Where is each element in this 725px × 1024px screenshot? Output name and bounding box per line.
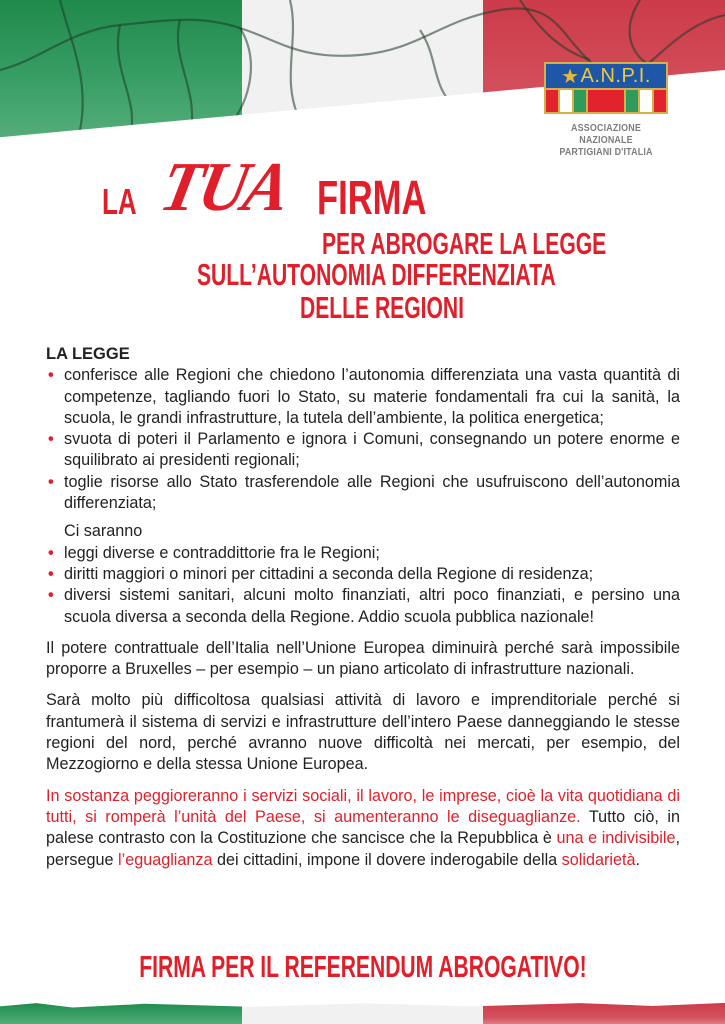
list-item: • svuota di poteri il Parlamento e ignora i Comuni, consegnando un potere enorme e squilibrato ai presidenti regionali; [46, 429, 680, 472]
logo-caption [553, 122, 658, 158]
summary-red-2: una e indivisibile [556, 829, 676, 848]
headline-line3: SULL’AUTONOMIA DIFFERENZIATA [197, 257, 556, 292]
flag-red-band [483, 1002, 725, 1024]
flag-green-band [0, 0, 242, 140]
call-to-action [0, 949, 725, 985]
summary-text-4: . [635, 850, 640, 869]
paragraph-summary [46, 786, 680, 871]
flag-white-band [242, 0, 484, 140]
paragraph-business: Sarà molto più difficoltosa qualsiasi attività di lavoro e imprenditoriale perché si frantumerà il sistema di servizi e infrastrutture dell’intero Paese danneggiando le stesse regioni del nord, perché avranno nuove difficoltà nei mercati, per esempio, del Mezzogiorno e della stessa Unione Europea. [46, 691, 680, 774]
logo-caption-line2: PARTIGIANI D'ITALIA [559, 146, 653, 158]
cta-text: FIRMA PER IL REFERENDUM ABROGATIVO! [138, 949, 587, 984]
headline-tua: TUA [153, 149, 295, 226]
summary-red-4: solidarietà [561, 850, 636, 869]
consequences-list [46, 543, 680, 628]
anpi-logo [544, 62, 668, 158]
headline-firma: FIRMA [317, 172, 427, 225]
list-item: • diritti maggiori o minori per cittadini a seconda della Regione di residenza; [46, 564, 680, 585]
list-item: • leggi diverse e contraddittorie fra le Regioni; [46, 543, 680, 564]
logo-caption-line1: ASSOCIAZIONE NAZIONALE [571, 122, 641, 146]
logo-flag-stripes [544, 88, 668, 114]
summary-text-2: , persegue [46, 829, 680, 869]
list-item: • conferisce alle Regioni che chiedono l’autonomia differenziata una vasta quantità di competenze, tagliando fuori lo Stato, su materie fondamentali fra cui la sanità, la scuola, le grandi infrastrutture, la tutela dell’ambiente, la politica energetica; [46, 365, 680, 429]
list-item: • diversi sistemi sanitari, alcuni molto finanziati, altri poco finanziati, e persino una scuola diversa a seconda della Regione. Addio scuola pubblica nazionale! [46, 585, 680, 628]
ci-saranno-label: Ci saranno [64, 522, 143, 541]
headline-line2: PER ABROGARE LA LEGGE [322, 226, 607, 261]
paragraph-eu: Il potere contrattuale dell’Italia nell’Unione Europea diminuirà perché sarà impossibile proporre a Bruxelles – per esempio – un piano articolato di infrastrutture nazionali. [46, 638, 680, 679]
italian-flag-banner-bottom [0, 1002, 725, 1024]
logo-blue-band [544, 62, 668, 88]
headline-line4: DELLE REGIONI [300, 290, 464, 325]
body-text [46, 344, 680, 871]
headline-la: LA [102, 181, 137, 222]
star-icon: ★ [561, 65, 580, 88]
law-effects-list [46, 365, 680, 514]
summary-red-1: In sostanza peggioreranno i servizi sociali, il lavoro, le imprese, cioè la vita quotidiana di tutti, si romperà l’unità del Paese, si aumenteranno le diseguaglianze. [46, 786, 680, 826]
flag-green-band [0, 1002, 242, 1024]
summary-red-3: l’eguaglianza [118, 850, 213, 869]
logo-acronym: A.N.P.I. [580, 64, 651, 87]
summary-text-3: dei cittadini, impone il dovere inderogabile della [212, 850, 562, 869]
section-heading: LA LEGGE [46, 345, 130, 363]
list-item: • toglie risorse allo Stato trasferendole alle Regioni che usufruiscono dell’autonomia differenziata; [46, 472, 680, 515]
flag-white-band [242, 1002, 484, 1024]
summary-text-1: Tutto ciò, in palese contrasto con la Costituzione che sancisce che la Repubblica è [46, 807, 680, 848]
